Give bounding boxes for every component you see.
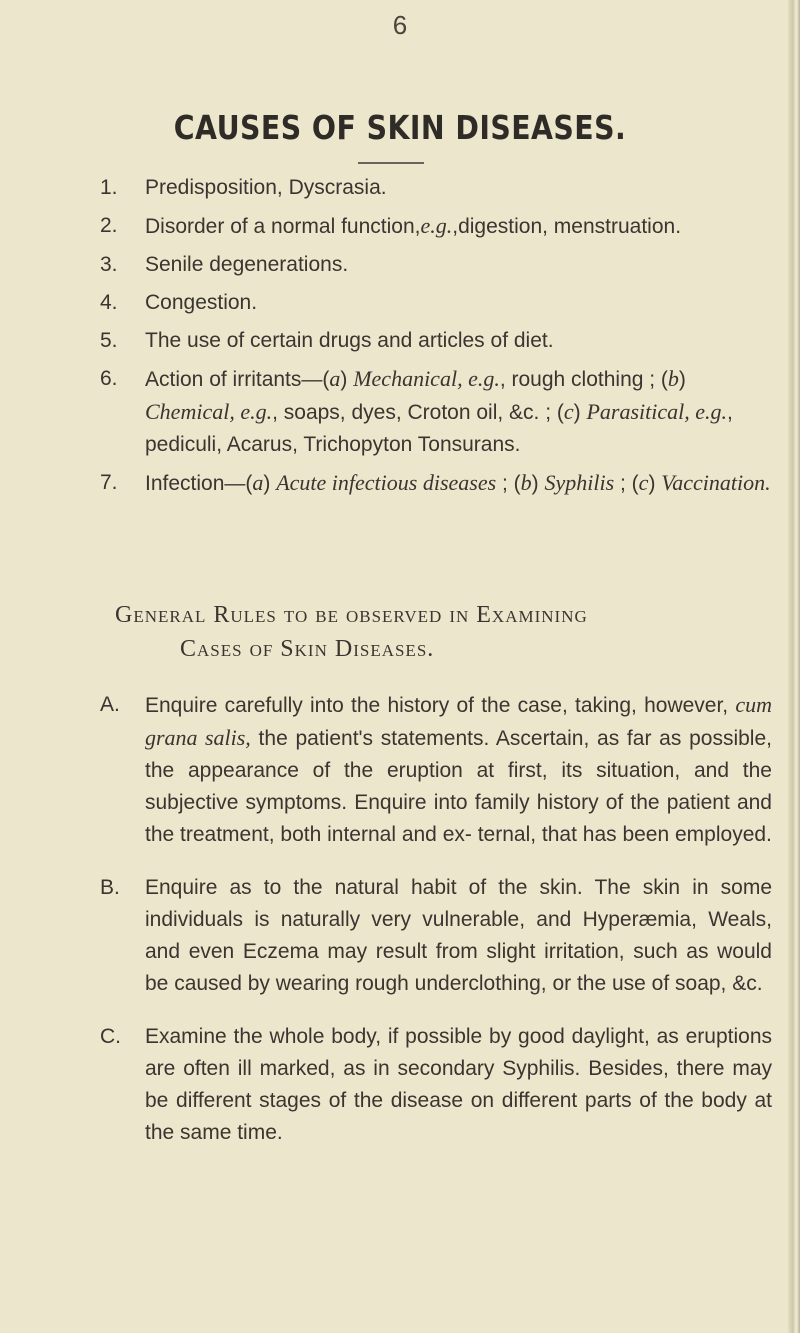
section-heading-line1: General Rules to be observed in Examining bbox=[115, 602, 588, 628]
causes-list bbox=[100, 172, 772, 500]
list-item: 6. Action of irritants—(a) Mechanical, e.g., rough clothing ; (b) Chemical, e.g., soaps, dyes, Croton oil, &c. ; (c) Parasitical, e.g., pediculi, Acarus, Trichopyton Tonsurans. bbox=[100, 363, 772, 461]
page-edge bbox=[788, 0, 800, 1333]
list-item bbox=[100, 172, 772, 204]
item-number: 3. bbox=[100, 253, 118, 276]
item-number: 2. bbox=[100, 214, 118, 237]
item-number: 7. bbox=[100, 471, 118, 494]
rule-letter: C. bbox=[100, 1025, 121, 1048]
rules-list bbox=[100, 668, 772, 1161]
list-item bbox=[100, 287, 772, 319]
item-number: 5. bbox=[100, 329, 118, 352]
page-title: CAUSES OF SKIN DISEASES. bbox=[173, 108, 627, 147]
item-text: Congestion. bbox=[145, 291, 258, 314]
rule-text: Examine the whole body, if possible by good daylight, as eruptions are often ill marked, as in secondary Syphilis. Besides, there may be different stages of the disease on different parts of the body at the same time. bbox=[145, 1025, 772, 1144]
list-item bbox=[100, 325, 772, 357]
page-number: 6 bbox=[392, 10, 408, 40]
item-text: The use of certain drugs and articles of diet. bbox=[145, 329, 554, 352]
rule-letter: B. bbox=[100, 876, 120, 899]
item-number: 6. bbox=[100, 367, 118, 390]
title-divider bbox=[358, 162, 424, 164]
list-item: 2. Disorder of a normal function,e.g.,digestion, menstruation. bbox=[100, 210, 772, 243]
section-heading bbox=[100, 598, 772, 666]
rule-paragraph-c bbox=[100, 1021, 772, 1149]
section-heading-line2: Cases of Skin Diseases. bbox=[180, 636, 435, 662]
rule-paragraph-b bbox=[100, 872, 772, 1000]
item-number: 4. bbox=[100, 291, 118, 314]
rule-text: Enquire as to the natural habit of the skin. The skin in some individuals is naturally very vulnerable, and Hyperæmia, Weals, and even Eczema may result from slight irritation, such as would be caused by wearing rough underclothing, or the use of soap, &c. bbox=[145, 876, 772, 995]
rule-paragraph-a: A. Enquire carefully into the history of the case, taking, however, cum grana salis, the patient's statements. Ascertain, as far as possible, the appearance of the eruption at first, its situation, and the subjective symptoms. Enquire into family history of the patient and the treatment, both internal and ex- ternal, that has been employed. bbox=[100, 689, 772, 851]
rule-letter: A. bbox=[100, 693, 120, 716]
item-text: Senile degenerations. bbox=[145, 253, 349, 276]
list-item bbox=[100, 249, 772, 281]
list-item: 7. Infection—(a) Acute infectious diseases ; (b) Syphilis ; (c) Vaccination. bbox=[100, 467, 772, 500]
item-number: 1. bbox=[100, 176, 118, 199]
item-text: Predisposition, Dyscrasia. bbox=[145, 176, 387, 199]
